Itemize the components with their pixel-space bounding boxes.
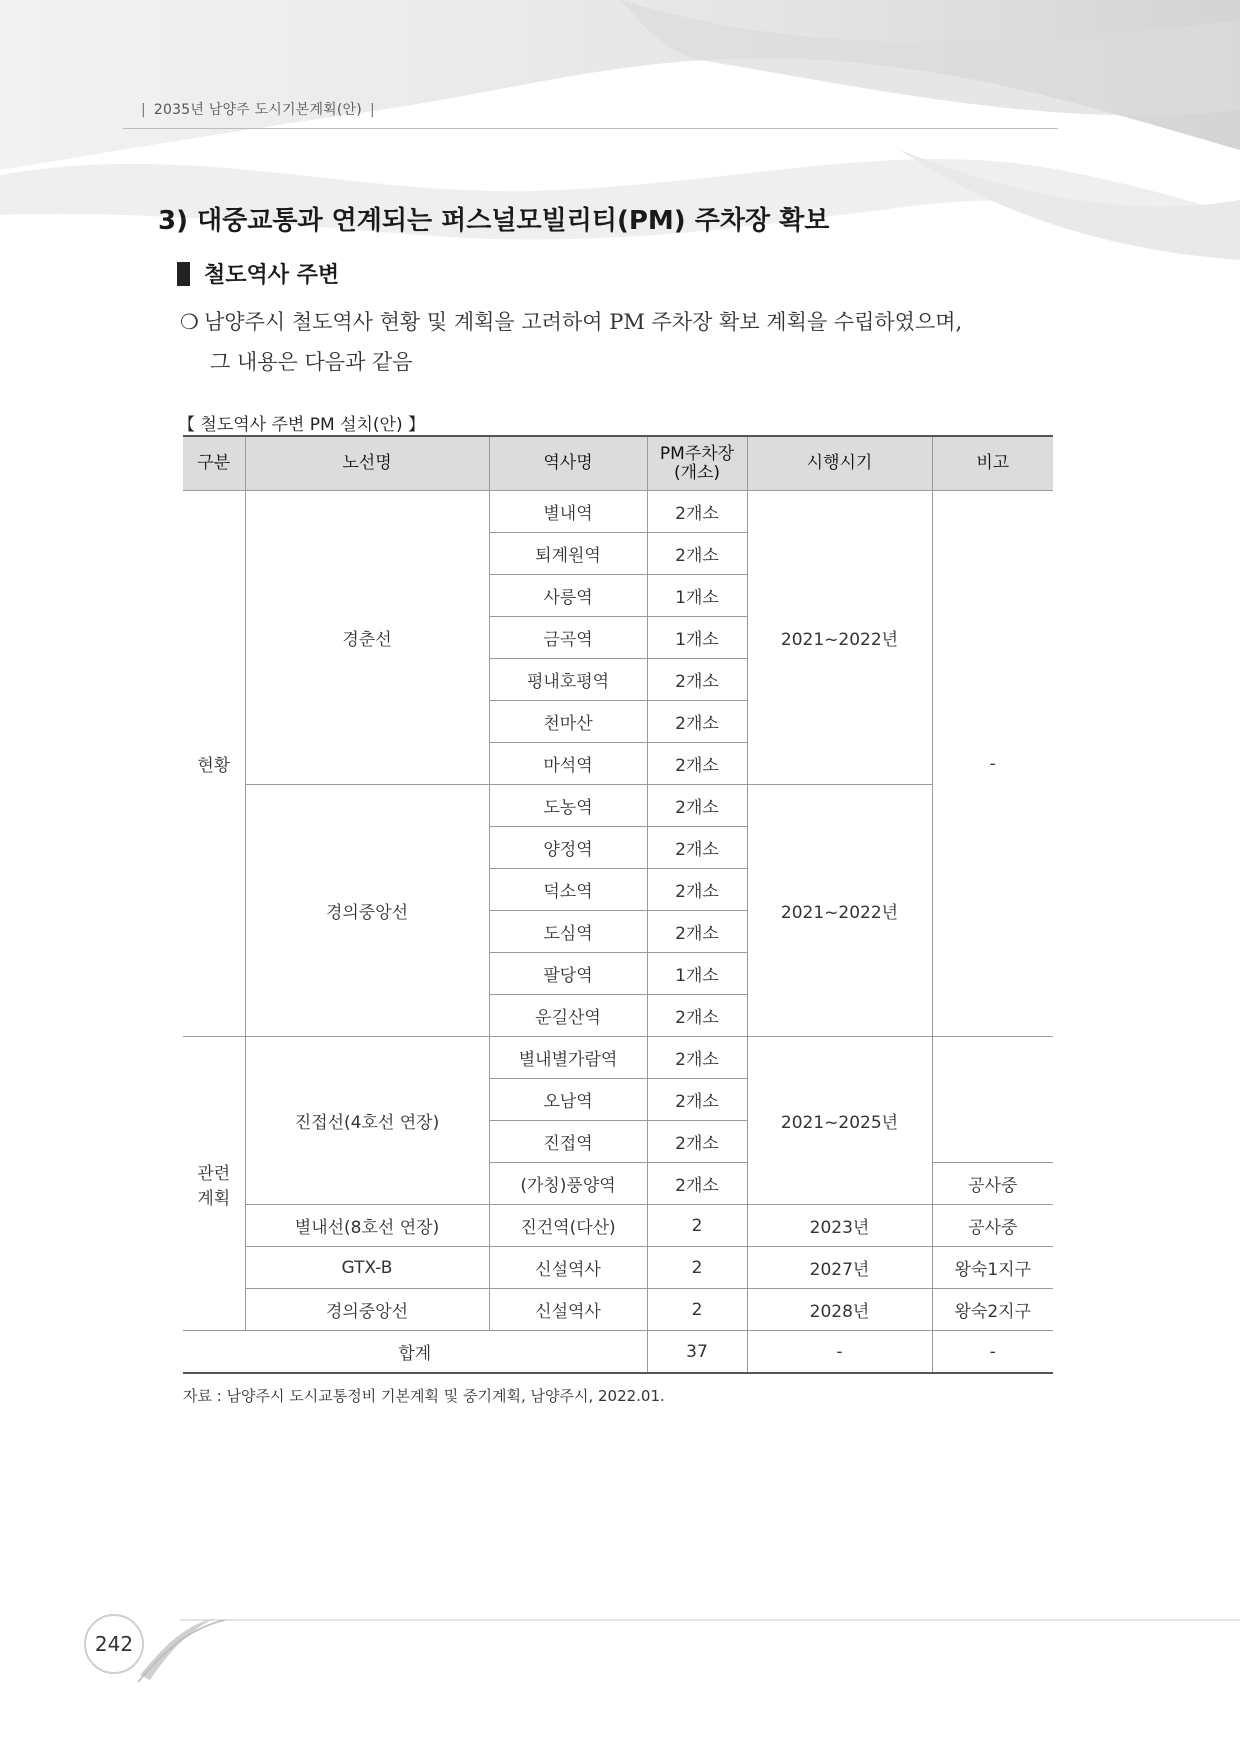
header-rule (123, 128, 1058, 129)
note: 왕숙2지구 (932, 1289, 1053, 1331)
header-divider-left: | (141, 102, 146, 118)
station-name: 사릉역 (489, 575, 647, 617)
table-row (183, 1205, 1053, 1247)
pm-count: 2개소 (647, 743, 747, 785)
header-note: 비고 (932, 436, 1053, 491)
station-name: 진접역 (489, 1121, 647, 1163)
note: 공사중 (932, 1163, 1053, 1205)
line-name: 경춘선 (245, 491, 489, 785)
pm-count: 2개소 (647, 827, 747, 869)
station-name: 퇴계원역 (489, 533, 647, 575)
sub-title-text: 철도역사 주변 (204, 263, 340, 288)
pm-count: 2개소 (647, 1037, 747, 1079)
pm-count: 2 (647, 1205, 747, 1247)
period: 2027년 (747, 1247, 932, 1289)
pm-installation-table (183, 435, 1053, 1374)
header-period: 시행시기 (747, 436, 932, 491)
square-bullet-icon (177, 262, 190, 286)
total-row (183, 1331, 1053, 1374)
period: 2023년 (747, 1205, 932, 1247)
pm-count: 2개소 (647, 491, 747, 533)
note-empty (932, 1037, 1053, 1163)
line-name: 경의중앙선 (245, 785, 489, 1037)
table-row (183, 1037, 1053, 1079)
section-title: 3) 대중교통과 연계되는 퍼스널모빌리티(PM) 주차장 확보 (158, 206, 830, 236)
period: 2021~2022년 (747, 785, 932, 1037)
station-name: 금곡역 (489, 617, 647, 659)
total-label: 합계 (183, 1331, 647, 1374)
station-name: 운길산역 (489, 995, 647, 1037)
pm-count: 2개소 (647, 1163, 747, 1205)
station-name: 도심역 (489, 911, 647, 953)
station-name: 신설역사 (489, 1247, 647, 1289)
table-header-row (183, 436, 1053, 491)
group-planned-line1: 관련 (197, 1163, 231, 1184)
pm-count: 2 (647, 1289, 747, 1331)
pm-count: 2개소 (647, 533, 747, 575)
group-planned (183, 1037, 245, 1331)
pm-count: 2개소 (647, 995, 747, 1037)
station-name: 신설역사 (489, 1289, 647, 1331)
header-pm-count (647, 436, 747, 491)
header-pm-line1: PM주차장 (659, 443, 735, 464)
note: 왕숙1지구 (932, 1247, 1053, 1289)
pm-count: 2개소 (647, 1079, 747, 1121)
pm-count: 2개소 (647, 911, 747, 953)
station-name: 별내별가람역 (489, 1037, 647, 1079)
table-caption: 【 철도역사 주변 PM 설치(안) 】 (178, 415, 426, 435)
station-name: 마석역 (489, 743, 647, 785)
group-current: 현황 (183, 491, 245, 1037)
body-paragraph (180, 302, 1058, 382)
station-name: 양정역 (489, 827, 647, 869)
table-row (183, 1289, 1053, 1331)
header-category: 구분 (183, 436, 245, 491)
pm-count: 2개소 (647, 659, 747, 701)
station-name: 진건역(다산) (489, 1205, 647, 1247)
line-name: 진접선(4호선 연장) (245, 1037, 489, 1205)
header-divider-right: | (369, 102, 375, 118)
paragraph-line-1 (180, 302, 1058, 342)
station-name: 천마산 (489, 701, 647, 743)
total-count: 37 (647, 1331, 747, 1374)
running-header-title: 2035년 남양주 도시기본계획(안) (153, 102, 362, 118)
pm-count: 2개소 (647, 785, 747, 827)
header-station: 역사명 (489, 436, 647, 491)
station-name: (가칭)풍양역 (489, 1163, 647, 1205)
station-name: 도농역 (489, 785, 647, 827)
total-note: - (932, 1331, 1053, 1374)
line-name: 경의중앙선 (245, 1289, 489, 1331)
pm-count: 2개소 (647, 869, 747, 911)
station-name: 별내역 (489, 491, 647, 533)
table-row (183, 491, 1053, 533)
note: 공사중 (932, 1205, 1053, 1247)
period: 2021~2025년 (747, 1037, 932, 1205)
pm-count: 1개소 (647, 953, 747, 995)
period: 2028년 (747, 1289, 932, 1331)
line-name: 별내선(8호선 연장) (245, 1205, 489, 1247)
table-row (183, 785, 1053, 827)
header-pm-line2: (개소) (673, 462, 721, 483)
source-note: 자료 : 남양주시 도시교통정비 기본계획 및 중기계획, 남양주시, 2022.01. (183, 1387, 665, 1405)
pm-count: 1개소 (647, 575, 747, 617)
pm-count: 2개소 (647, 1121, 747, 1163)
group-planned-line2: 계획 (197, 1188, 231, 1209)
pm-count: 2개소 (647, 701, 747, 743)
line-name: GTX-B (245, 1247, 489, 1289)
station-name: 팔당역 (489, 953, 647, 995)
period: 2021~2022년 (747, 491, 932, 785)
paragraph-text-1: 남양주시 철도역사 현황 및 계획을 고려하여 PM 주차장 확보 계획을 수립하였으며, (204, 310, 963, 334)
table-row (183, 1247, 1053, 1289)
running-header (133, 99, 383, 119)
pm-count: 2 (647, 1247, 747, 1289)
station-name: 평내호평역 (489, 659, 647, 701)
circle-bullet-icon: ❍ (180, 310, 199, 334)
header-line: 노선명 (245, 436, 489, 491)
note: - (932, 491, 1053, 1037)
sub-title (177, 258, 339, 289)
pm-count: 1개소 (647, 617, 747, 659)
station-name: 덕소역 (489, 869, 647, 911)
footer-wave-decoration (0, 1590, 1240, 1755)
page-number: 242 (84, 1614, 144, 1674)
station-name: 오남역 (489, 1079, 647, 1121)
total-period: - (747, 1331, 932, 1374)
paragraph-line-2: 그 내용은 다음과 같음 (210, 350, 413, 374)
